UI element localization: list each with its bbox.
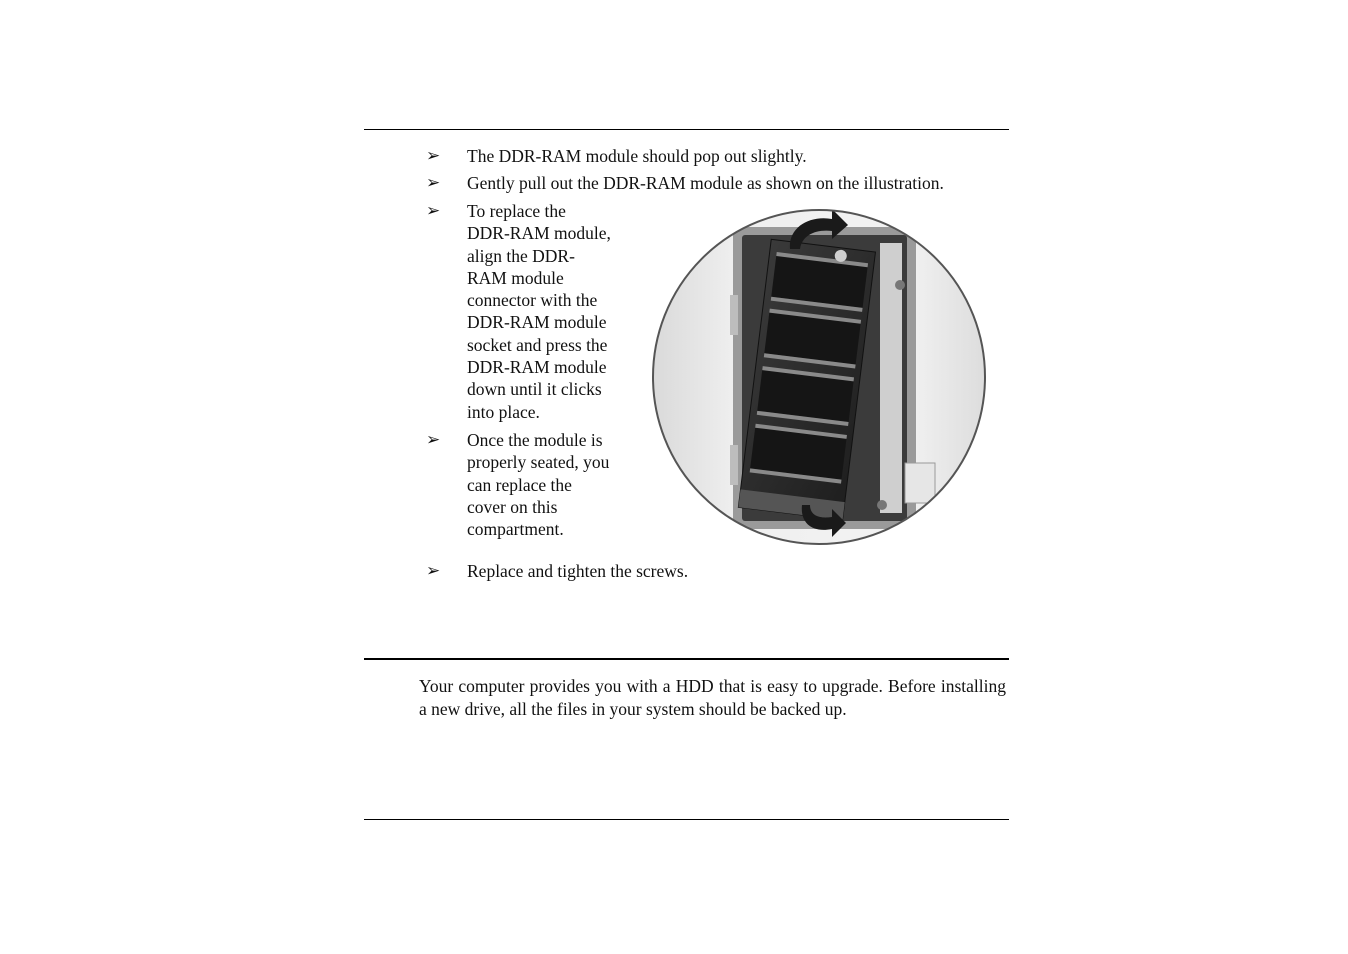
bullet-text: To replace the DDR-RAM module, align the DDR- RAM module connector with the DDR-RAM module socket and press the DDR-RAM module down until it clicks into place. — [467, 201, 611, 422]
list-item — [426, 172, 1016, 196]
arrow-bullet-icon: ➢ — [426, 201, 441, 221]
ddr-ram-module-illustration — [650, 205, 988, 545]
bullet-text: Replace and tighten the screws. — [467, 561, 689, 581]
bullet-text: Gently pull out the DDR-RAM module as shown on the illustration. — [467, 173, 944, 193]
arrow-bullet-icon: ➢ — [426, 173, 441, 193]
top-rule — [364, 129, 1009, 130]
bullet-text: Once the module is properly seated, you can replace the cover on this compartment. — [467, 430, 610, 540]
list-item — [426, 429, 636, 544]
arrow-bullet-icon: ➢ — [426, 561, 441, 581]
list-item — [426, 560, 826, 584]
list-item — [426, 200, 636, 425]
section-rule — [364, 658, 1009, 660]
arrow-bullet-icon: ➢ — [426, 146, 441, 166]
bottom-rule — [364, 819, 1009, 820]
arrow-bullet-icon: ➢ — [426, 430, 441, 450]
bullet-text: The DDR-RAM module should pop out slightly. — [467, 146, 807, 166]
list-item — [426, 145, 1016, 169]
hdd-upgrade-paragraph: Your computer provides you with a HDD that is easy to upgrade. Before installing a new drive, all the files in your system should be backed up. — [419, 676, 1006, 719]
